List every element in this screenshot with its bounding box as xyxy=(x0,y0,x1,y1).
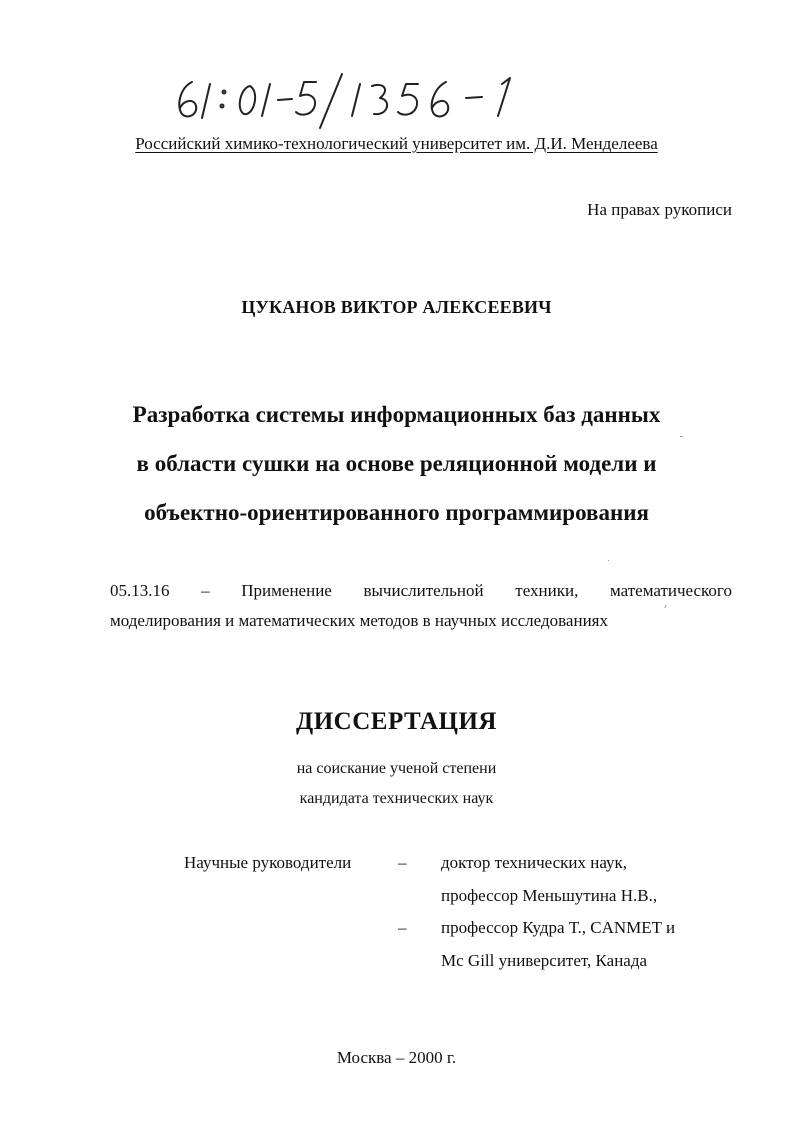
document-type-heading: ДИССЕРТАЦИЯ xyxy=(296,708,497,735)
specialty-word-4: математического xyxy=(609,581,732,600)
specialty-line-1 xyxy=(110,576,732,606)
specialty-line-2: моделирования и математических методов в научных исследованиях xyxy=(110,611,608,630)
rights-note: На правах рукописи xyxy=(587,200,732,219)
scan-speck xyxy=(680,436,683,437)
handwritten-archive-code xyxy=(170,70,550,130)
author-name: ЦУКАНОВ ВИКТОР АЛЕКСЕЕВИЧ xyxy=(241,297,552,317)
supervisor-line-3: профессор Кудра Т., CANMET и xyxy=(441,918,676,937)
degree-line-1: на соискание ученой степени xyxy=(296,760,497,777)
specialty-code: 05.13.16 xyxy=(110,581,170,600)
specialty-word-3: техники, xyxy=(515,581,579,600)
supervisor-line-1: доктор технических наук, xyxy=(441,853,628,872)
specialty-dash: – xyxy=(201,581,210,600)
specialty-word-1: Применение xyxy=(241,581,332,600)
supervisor-dash-2: – xyxy=(398,918,407,937)
supervisor-dash-1: – xyxy=(398,853,407,872)
supervisor-line-2: профессор Меньшутина Н.В., xyxy=(441,886,658,905)
supervisors-label: Научные руководители xyxy=(184,853,352,872)
university-name: Российский химико-технологический университет им. Д.И. Менделеева xyxy=(135,134,658,153)
place-and-year: Москва – 2000 г. xyxy=(336,1048,457,1067)
specialty-word-2: вычислительной xyxy=(363,581,484,600)
dissertation-title-line-2: в области сушки на основе реляционной модели и xyxy=(136,451,657,476)
dissertation-title-line-3: объектно-ориентированного программирования xyxy=(144,500,649,525)
degree-line-2: кандидата технических наук xyxy=(299,790,494,807)
scan-speck xyxy=(608,560,609,561)
dissertation-title-line-1: Разработка системы информационных баз данных xyxy=(132,402,661,427)
handwritten-archive-code-drawing xyxy=(170,70,550,130)
supervisor-line-4: Mc Gill университет, Канада xyxy=(441,951,648,970)
